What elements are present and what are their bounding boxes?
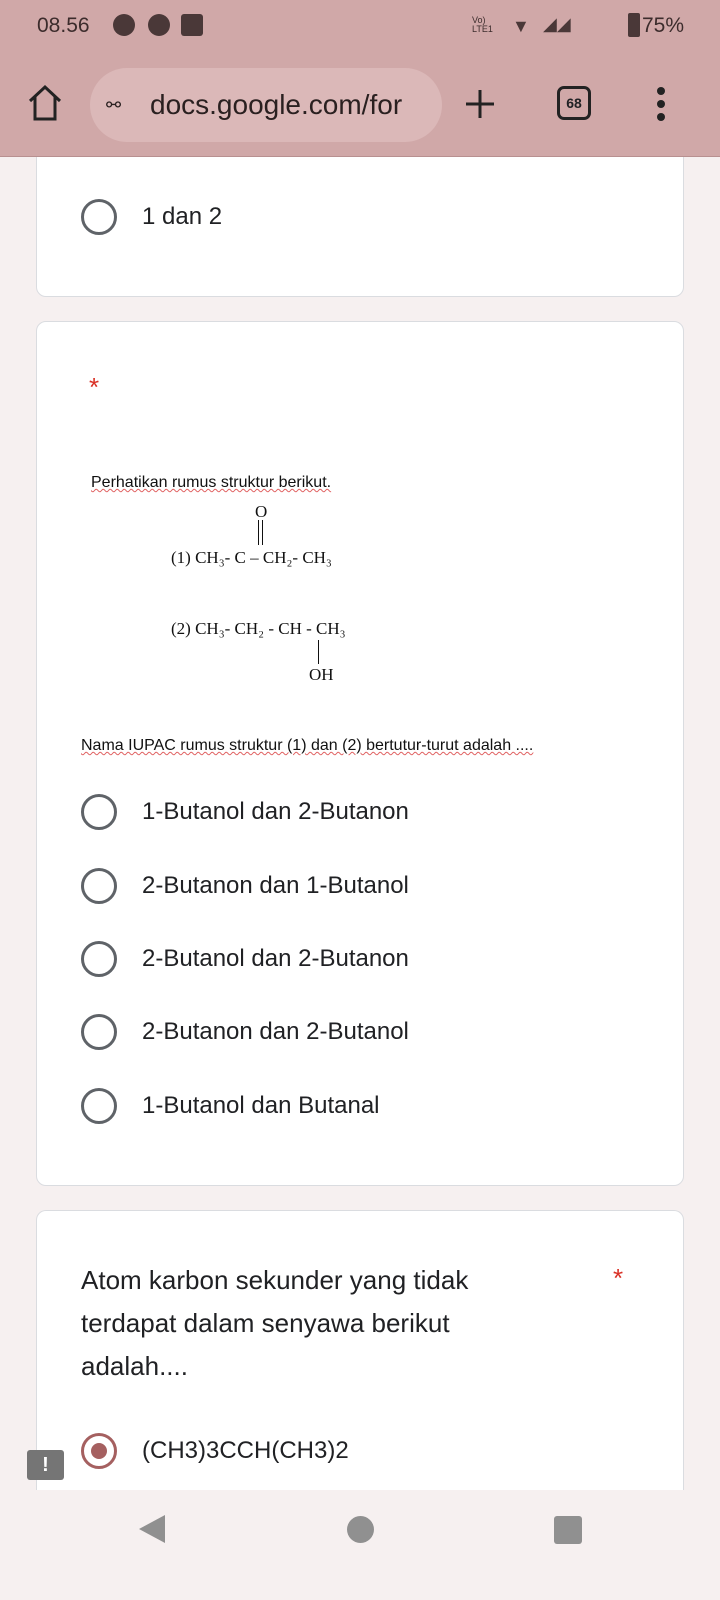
option-label: 1-Butanol dan Butanal: [142, 1092, 380, 1119]
option[interactable]: [81, 794, 409, 830]
url-text[interactable]: docs.google.com/for: [150, 89, 403, 120]
option-label: 1 dan 2: [142, 203, 223, 230]
recents-icon[interactable]: [554, 1516, 582, 1544]
radio-button[interactable]: [81, 1014, 117, 1050]
double-bond: [258, 520, 263, 545]
question-card-iupac: [36, 321, 684, 1186]
radio-button[interactable]: [81, 794, 117, 830]
option-label: (CH3)3CCH(CH3)2: [142, 1437, 349, 1464]
formula-2: (2) CH₃- CH₂ - CH - CH₃: [171, 619, 346, 638]
system-navigation-bar: [0, 1490, 720, 1600]
option[interactable]: [81, 1014, 409, 1050]
back-icon[interactable]: [138, 1514, 166, 1544]
option[interactable]: [81, 941, 409, 977]
address-bar[interactable]: [90, 68, 442, 142]
home-nav-icon[interactable]: [347, 1516, 374, 1543]
tab-switcher-button[interactable]: 68: [557, 86, 591, 120]
volte-icon: Vo) LTE1: [472, 15, 493, 34]
feedback-icon[interactable]: !: [27, 1450, 64, 1480]
option-label: 1-Butanol dan 2-Butanon: [142, 798, 409, 825]
option[interactable]: [81, 868, 409, 904]
image-intro: Perhatikan rumus struktur berikut.: [91, 474, 332, 491]
book-icon: [181, 14, 203, 36]
option[interactable]: [81, 199, 222, 235]
wifi-icon: ▼: [512, 16, 530, 36]
question-image: [71, 462, 651, 772]
oxygen-label: O: [255, 502, 268, 521]
new-tab-icon[interactable]: [464, 88, 496, 120]
radio-button[interactable]: [81, 199, 117, 235]
option[interactable]: [81, 1088, 380, 1124]
option-selected[interactable]: [81, 1433, 349, 1469]
required-asterisk: *: [89, 372, 100, 402]
browser-header: [0, 0, 720, 157]
battery-icon: [628, 13, 640, 37]
site-settings-icon[interactable]: ⚯: [106, 94, 122, 115]
radio-button[interactable]: [81, 1088, 117, 1124]
image-question: Nama IUPAC rumus struktur (1) dan (2) bertutur-turut adalah ....: [81, 737, 534, 754]
speedometer-icon: [148, 14, 170, 36]
option-label: 2-Butanon dan 2-Butanol: [142, 1018, 409, 1045]
radio-button-selected[interactable]: [81, 1433, 117, 1469]
hydroxyl-label: OH: [309, 665, 334, 684]
menu-icon[interactable]: [654, 86, 668, 122]
option-label: 2-Butanon dan 1-Butanol: [142, 872, 409, 899]
formula-1: (1) CH₃- C – CH₂- CH₃: [171, 548, 332, 567]
speedometer-icon: [113, 14, 135, 36]
radio-button[interactable]: [81, 941, 117, 977]
battery-percent: 75%: [641, 14, 684, 37]
required-asterisk: *: [613, 1263, 624, 1293]
clock: 08.56: [37, 14, 90, 37]
question-title: Atom karbon sekunder yang tidak terdapat dalam senyawa berikut adalah....: [81, 1265, 469, 1381]
home-icon[interactable]: [27, 84, 63, 122]
single-bond: [318, 640, 319, 664]
signal-icon: ◢◢: [543, 14, 571, 34]
radio-button[interactable]: [81, 868, 117, 904]
option-label: 2-Butanol dan 2-Butanon: [142, 945, 409, 972]
question-card-carbon: [36, 1210, 684, 1530]
